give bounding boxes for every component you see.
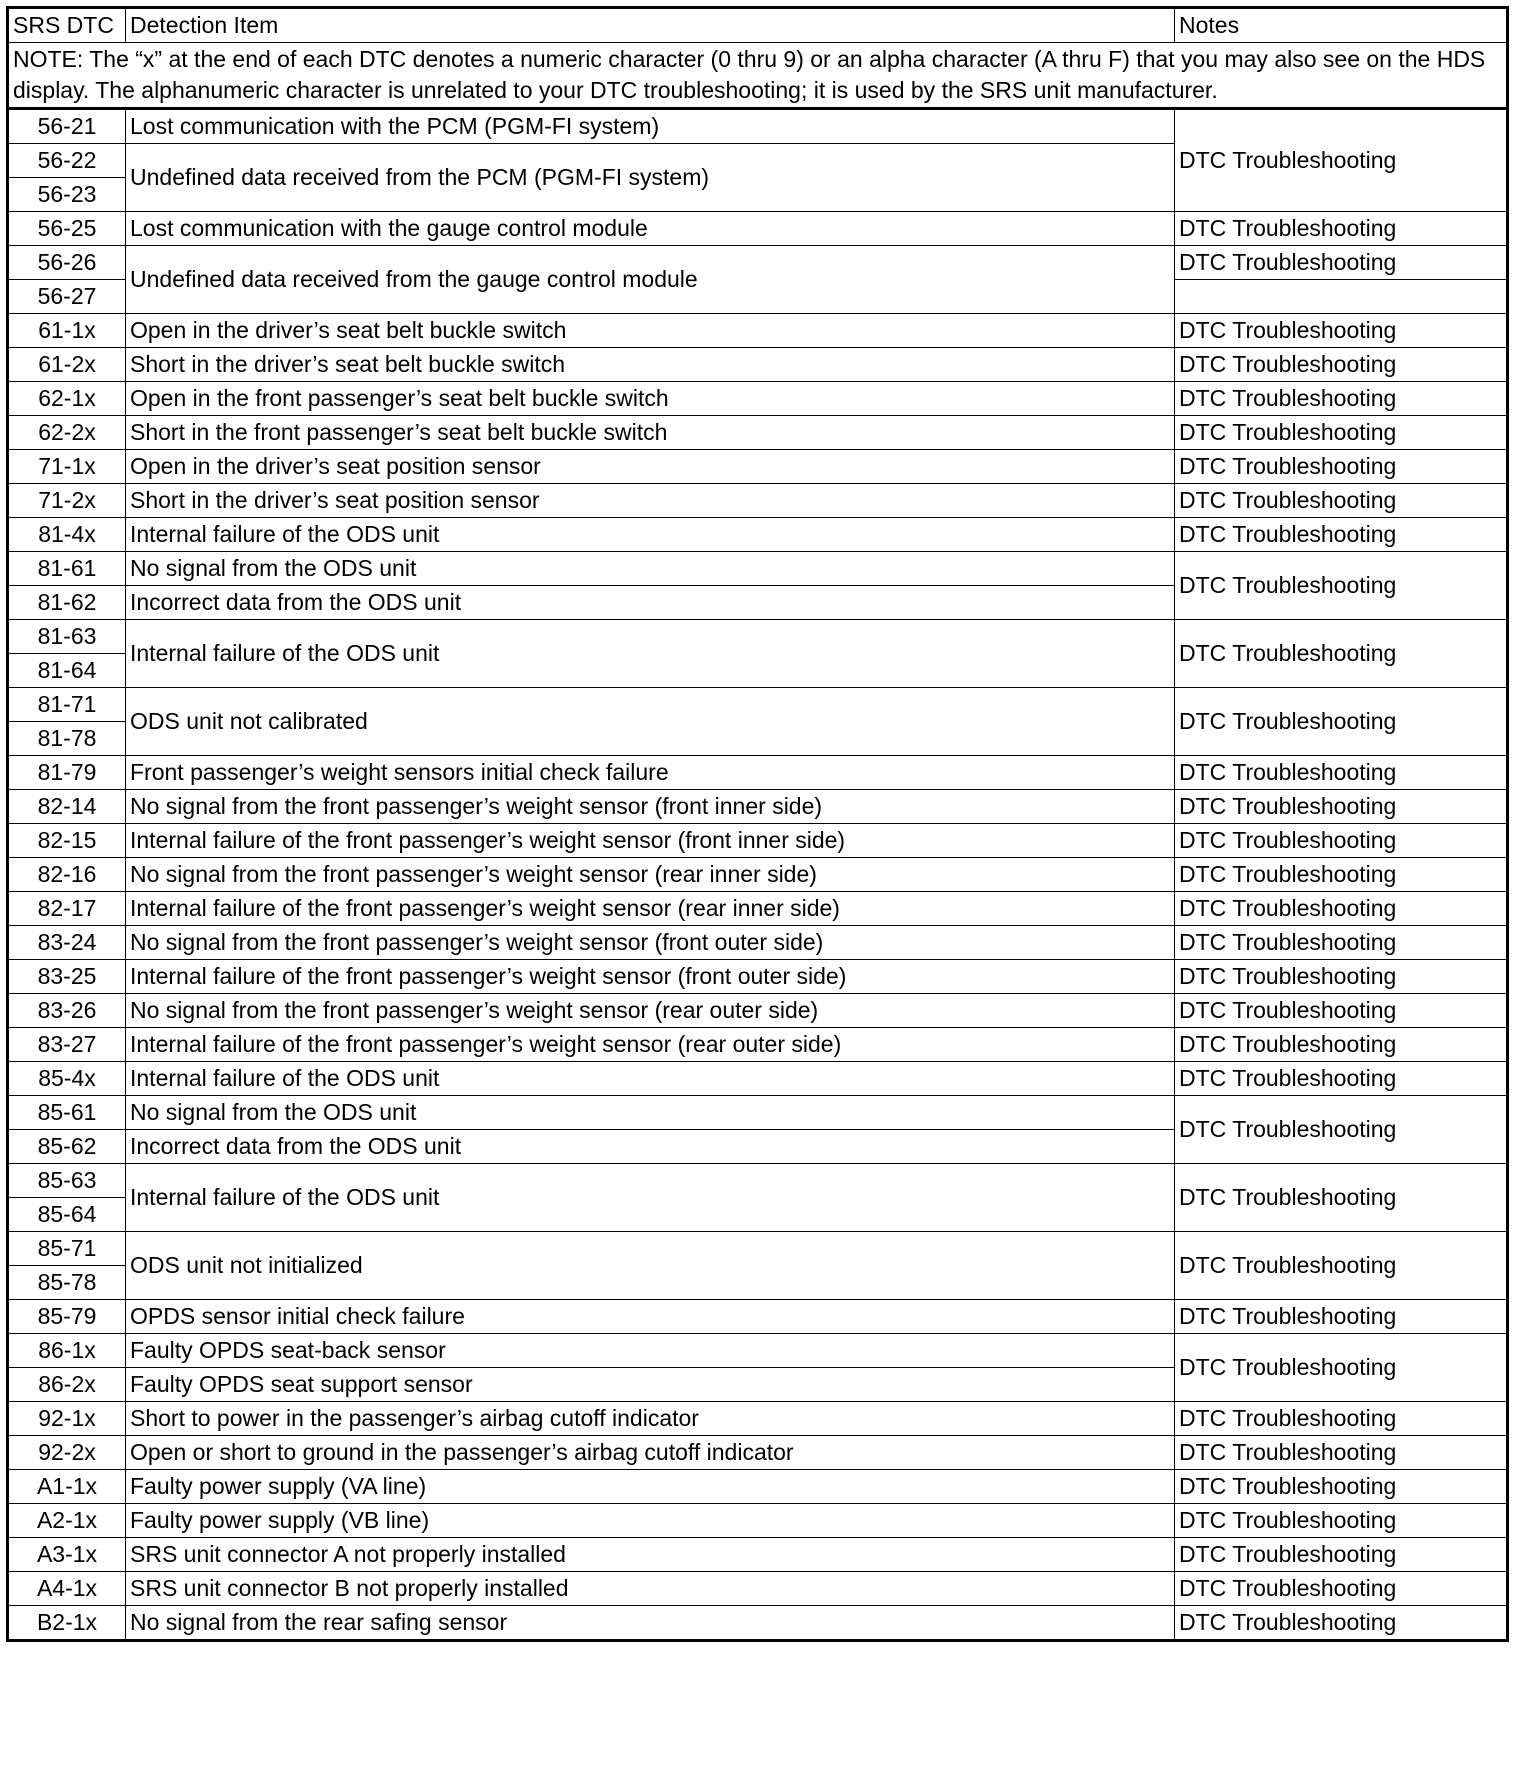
dtc-code: 81-64	[8, 654, 126, 688]
detection-item: Lost communication with the PCM (PGM-FI system)	[126, 109, 1175, 144]
dtc-code: 86-1x	[8, 1334, 126, 1368]
table-row	[8, 416, 1508, 450]
detection-item: Short in the front passenger’s seat belt buckle switch	[126, 416, 1175, 450]
detection-item: Lost communication with the gauge control module	[126, 212, 1175, 246]
notes-cell: DTC Troubleshooting	[1175, 552, 1508, 620]
dtc-code: 81-61	[8, 552, 126, 586]
dtc-code: A3-1x	[8, 1538, 126, 1572]
notes-cell: DTC Troubleshooting	[1175, 1470, 1508, 1504]
dtc-code: 86-2x	[8, 1368, 126, 1402]
notes-cell: DTC Troubleshooting	[1175, 450, 1508, 484]
dtc-code: 61-2x	[8, 348, 126, 382]
dtc-code: 82-15	[8, 824, 126, 858]
detection-item: Internal failure of the ODS unit	[126, 1164, 1175, 1232]
header-row	[8, 8, 1508, 43]
notes-cell: DTC Troubleshooting	[1175, 1402, 1508, 1436]
dtc-code: 61-1x	[8, 314, 126, 348]
dtc-code: A1-1x	[8, 1470, 126, 1504]
detection-item: ODS unit not calibrated	[126, 688, 1175, 756]
dtc-code: 56-23	[8, 178, 126, 212]
table-row	[8, 484, 1508, 518]
notes-cell: DTC Troubleshooting	[1175, 348, 1508, 382]
dtc-code: 85-4x	[8, 1062, 126, 1096]
detection-item: Internal failure of the ODS unit	[126, 1062, 1175, 1096]
table-row	[8, 1504, 1508, 1538]
dtc-code: 56-25	[8, 212, 126, 246]
notes-cell: DTC Troubleshooting	[1175, 382, 1508, 416]
dtc-table	[6, 6, 1509, 1642]
notes-cell: DTC Troubleshooting	[1175, 518, 1508, 552]
table-row	[8, 382, 1508, 416]
dtc-code: 85-79	[8, 1300, 126, 1334]
detection-item: No signal from the front passenger’s weight sensor (rear inner side)	[126, 858, 1175, 892]
dtc-code: 85-64	[8, 1198, 126, 1232]
dtc-code: 92-1x	[8, 1402, 126, 1436]
table-row	[8, 824, 1508, 858]
notes-cell	[1175, 280, 1508, 314]
notes-cell: DTC Troubleshooting	[1175, 688, 1508, 756]
detection-item: No signal from the front passenger’s weight sensor (rear outer side)	[126, 994, 1175, 1028]
dtc-code: 71-2x	[8, 484, 126, 518]
detection-item: Open in the front passenger’s seat belt buckle switch	[126, 382, 1175, 416]
notes-cell: DTC Troubleshooting	[1175, 212, 1508, 246]
detection-item: Open in the driver’s seat belt buckle switch	[126, 314, 1175, 348]
table-row	[8, 1028, 1508, 1062]
detection-item: Short to power in the passenger’s airbag cutoff indicator	[126, 1402, 1175, 1436]
notes-cell: DTC Troubleshooting	[1175, 246, 1508, 280]
dtc-code: 62-1x	[8, 382, 126, 416]
table-row	[8, 1096, 1508, 1130]
table-row	[8, 1436, 1508, 1470]
notes-cell: DTC Troubleshooting	[1175, 1436, 1508, 1470]
table-row	[8, 688, 1508, 722]
table-row	[8, 756, 1508, 790]
table-row	[8, 1300, 1508, 1334]
notes-cell: DTC Troubleshooting	[1175, 1606, 1508, 1641]
dtc-code: B2-1x	[8, 1606, 126, 1641]
notes-cell: DTC Troubleshooting	[1175, 790, 1508, 824]
note-text: NOTE: The “x” at the end of each DTC denotes a numeric character (0 thru 9) or an alpha character (A thru F) that you may also see on the HDS display. The alphanumeric character is unrelated to your DTC troubleshooting; it is used by the SRS unit manufacturer.	[8, 43, 1508, 109]
detection-item: Faulty power supply (VB line)	[126, 1504, 1175, 1538]
table-row	[8, 1606, 1508, 1641]
table-row	[8, 1334, 1508, 1368]
table-row	[8, 246, 1508, 280]
table-row	[8, 960, 1508, 994]
notes-cell: DTC Troubleshooting	[1175, 1096, 1508, 1164]
notes-cell: DTC Troubleshooting	[1175, 620, 1508, 688]
detection-item: Undefined data received from the PCM (PGM-FI system)	[126, 144, 1175, 212]
table-row	[8, 1402, 1508, 1436]
notes-cell: DTC Troubleshooting	[1175, 994, 1508, 1028]
table-row	[8, 450, 1508, 484]
detection-item: Internal failure of the ODS unit	[126, 518, 1175, 552]
table-row	[8, 858, 1508, 892]
detection-item: Undefined data received from the gauge control module	[126, 246, 1175, 314]
notes-cell: DTC Troubleshooting	[1175, 1572, 1508, 1606]
table-row	[8, 1164, 1508, 1198]
detection-item: Internal failure of the front passenger’s weight sensor (front inner side)	[126, 824, 1175, 858]
dtc-code: 81-71	[8, 688, 126, 722]
notes-cell: DTC Troubleshooting	[1175, 1504, 1508, 1538]
detection-item: ODS unit not initialized	[126, 1232, 1175, 1300]
detection-item: Internal failure of the front passenger’s weight sensor (rear inner side)	[126, 892, 1175, 926]
detection-item: Internal failure of the front passenger’s weight sensor (front outer side)	[126, 960, 1175, 994]
notes-cell: DTC Troubleshooting	[1175, 1300, 1508, 1334]
notes-cell: DTC Troubleshooting	[1175, 824, 1508, 858]
notes-cell: DTC Troubleshooting	[1175, 109, 1508, 212]
notes-cell: DTC Troubleshooting	[1175, 892, 1508, 926]
notes-cell: DTC Troubleshooting	[1175, 1334, 1508, 1402]
detection-item: SRS unit connector A not properly installed	[126, 1538, 1175, 1572]
dtc-code: 81-4x	[8, 518, 126, 552]
detection-item: No signal from the ODS unit	[126, 1096, 1175, 1130]
table-row	[8, 994, 1508, 1028]
dtc-document	[6, 6, 1506, 1642]
dtc-code: 81-79	[8, 756, 126, 790]
notes-cell: DTC Troubleshooting	[1175, 1538, 1508, 1572]
detection-item: Open in the driver’s seat position sensor	[126, 450, 1175, 484]
notes-cell: DTC Troubleshooting	[1175, 484, 1508, 518]
table-row	[8, 1062, 1508, 1096]
detection-item: No signal from the front passenger’s weight sensor (front inner side)	[126, 790, 1175, 824]
header-notes: Notes	[1175, 8, 1508, 43]
notes-cell: DTC Troubleshooting	[1175, 756, 1508, 790]
table-row	[8, 1232, 1508, 1266]
header-detection-item: Detection Item	[126, 8, 1175, 43]
detection-item: Incorrect data from the ODS unit	[126, 586, 1175, 620]
dtc-code: 83-25	[8, 960, 126, 994]
detection-item: No signal from the ODS unit	[126, 552, 1175, 586]
table-row	[8, 212, 1508, 246]
notes-cell: DTC Troubleshooting	[1175, 1232, 1508, 1300]
dtc-code: 85-61	[8, 1096, 126, 1130]
dtc-code: 82-14	[8, 790, 126, 824]
dtc-code: 81-78	[8, 722, 126, 756]
dtc-code: 82-17	[8, 892, 126, 926]
table-row	[8, 314, 1508, 348]
table-row	[8, 109, 1508, 144]
dtc-code: 81-62	[8, 586, 126, 620]
detection-item: Short in the driver’s seat belt buckle switch	[126, 348, 1175, 382]
dtc-code: 83-24	[8, 926, 126, 960]
detection-item: Internal failure of the ODS unit	[126, 620, 1175, 688]
dtc-code: 85-62	[8, 1130, 126, 1164]
detection-item: No signal from the rear safing sensor	[126, 1606, 1175, 1641]
table-row	[8, 926, 1508, 960]
dtc-code: A4-1x	[8, 1572, 126, 1606]
detection-item: No signal from the front passenger’s weight sensor (front outer side)	[126, 926, 1175, 960]
dtc-code: 85-63	[8, 1164, 126, 1198]
table-row	[8, 892, 1508, 926]
table-row	[8, 348, 1508, 382]
dtc-code: 81-63	[8, 620, 126, 654]
detection-item: Faulty power supply (VA line)	[126, 1470, 1175, 1504]
dtc-code: 83-27	[8, 1028, 126, 1062]
notes-cell: DTC Troubleshooting	[1175, 960, 1508, 994]
table-row	[8, 1538, 1508, 1572]
notes-cell: DTC Troubleshooting	[1175, 314, 1508, 348]
detection-item: Front passenger’s weight sensors initial check failure	[126, 756, 1175, 790]
notes-cell: DTC Troubleshooting	[1175, 1164, 1508, 1232]
detection-item: Faulty OPDS seat-back sensor	[126, 1334, 1175, 1368]
dtc-code: 56-27	[8, 280, 126, 314]
dtc-code: 85-78	[8, 1266, 126, 1300]
table-row	[8, 790, 1508, 824]
dtc-code: 83-26	[8, 994, 126, 1028]
header-srs-dtc: SRS DTC	[8, 8, 126, 43]
table-row	[8, 518, 1508, 552]
table-row	[8, 1572, 1508, 1606]
detection-item: Faulty OPDS seat support sensor	[126, 1368, 1175, 1402]
notes-cell: DTC Troubleshooting	[1175, 1062, 1508, 1096]
notes-cell: DTC Troubleshooting	[1175, 926, 1508, 960]
dtc-code: 92-2x	[8, 1436, 126, 1470]
notes-cell: DTC Troubleshooting	[1175, 1028, 1508, 1062]
detection-item: Short in the driver’s seat position sensor	[126, 484, 1175, 518]
dtc-code: 85-71	[8, 1232, 126, 1266]
detection-item: Open or short to ground in the passenger’s airbag cutoff indicator	[126, 1436, 1175, 1470]
dtc-code: 82-16	[8, 858, 126, 892]
detection-item: SRS unit connector B not properly installed	[126, 1572, 1175, 1606]
detection-item: Incorrect data from the ODS unit	[126, 1130, 1175, 1164]
dtc-code: 56-21	[8, 109, 126, 144]
table-row	[8, 1470, 1508, 1504]
detection-item: Internal failure of the front passenger’s weight sensor (rear outer side)	[126, 1028, 1175, 1062]
dtc-code: 62-2x	[8, 416, 126, 450]
notes-cell: DTC Troubleshooting	[1175, 416, 1508, 450]
table-row	[8, 552, 1508, 586]
table-row	[8, 620, 1508, 654]
dtc-code: 56-22	[8, 144, 126, 178]
detection-item: OPDS sensor initial check failure	[126, 1300, 1175, 1334]
dtc-code: 71-1x	[8, 450, 126, 484]
note-row	[8, 43, 1508, 109]
notes-cell: DTC Troubleshooting	[1175, 858, 1508, 892]
dtc-code: 56-26	[8, 246, 126, 280]
dtc-code: A2-1x	[8, 1504, 126, 1538]
dtc-table-body	[8, 109, 1508, 1641]
